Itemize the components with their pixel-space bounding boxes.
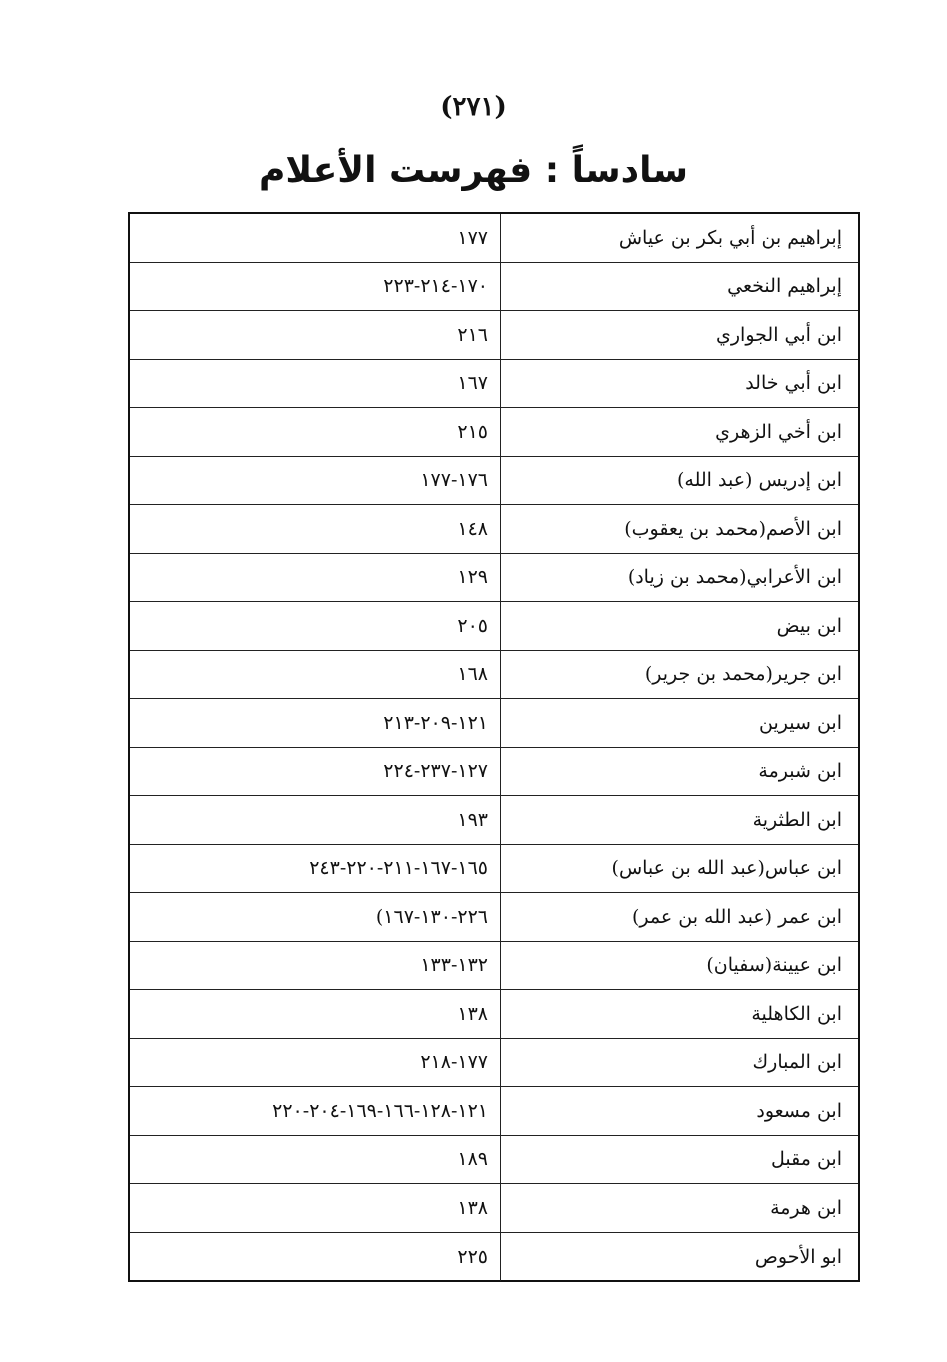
table-row xyxy=(130,1233,858,1282)
table-row xyxy=(130,845,858,894)
person-name: ابن مقبل xyxy=(500,1136,858,1184)
page-number: (٢٧١) xyxy=(440,92,507,122)
person-name: ابن جرير(محمد بن جرير) xyxy=(500,651,858,699)
page-references: ١٢١-٢٠٩-٢١٣ xyxy=(383,711,488,734)
person-name: ابن هرمة xyxy=(500,1184,858,1232)
page-references: ١٩٣ xyxy=(457,808,488,831)
names-index-table xyxy=(128,212,860,1282)
person-name: ابن إدريس (عبد الله) xyxy=(500,457,858,505)
table-row xyxy=(130,408,858,457)
page-references: ١٢٩ xyxy=(457,566,488,589)
page-references: ٢١٥ xyxy=(457,420,488,443)
table-row xyxy=(130,699,858,748)
person-name: ابن أبي خالد xyxy=(500,360,858,408)
person-name: ابن المبارك xyxy=(500,1039,858,1087)
person-name: ابو الأحوص xyxy=(500,1233,858,1282)
page-references: ١٣٨ xyxy=(457,1002,488,1025)
person-name: ابن أبي الجواري xyxy=(500,311,858,359)
page-references: ٢٠٥ xyxy=(457,614,488,637)
table-row xyxy=(130,1039,858,1088)
person-name: إبراهيم النخعي xyxy=(500,263,858,311)
person-name: ابن أخي الزهري xyxy=(500,408,858,456)
page-references: ١٨٩ xyxy=(457,1148,488,1171)
page-references: ١٣٢-١٣٣ xyxy=(420,954,488,977)
page-references: ٢١٦ xyxy=(457,323,488,346)
table-row xyxy=(130,214,858,263)
person-name: ابن عباس(عبد الله بن عباس) xyxy=(500,845,858,893)
table-row xyxy=(130,651,858,700)
table-row xyxy=(130,602,858,651)
person-name: ابن سيرين xyxy=(500,699,858,747)
table-row xyxy=(130,893,858,942)
table-row xyxy=(130,942,858,991)
person-name: ابن الأصم(محمد بن يعقوب) xyxy=(500,505,858,553)
table-row xyxy=(130,748,858,797)
page-references: ١٧٠-٢١٤-٢٢٣ xyxy=(383,275,488,298)
person-name: إبراهيم بن أبي بكر بن عياش xyxy=(500,214,858,262)
person-name: ابن شبرمة xyxy=(500,748,858,796)
person-name: ابن عمر (عبد الله بن عمر) xyxy=(500,893,858,941)
page-references: ١٧٧-٢١٨ xyxy=(420,1051,488,1074)
table-row xyxy=(130,311,858,360)
page-title: سادساً : فهرست الأعلام xyxy=(258,150,688,191)
person-name: ابن الأعرابي(محمد بن زياد) xyxy=(500,554,858,602)
table-row xyxy=(130,505,858,554)
table-row xyxy=(130,1184,858,1233)
page-references: ٢٢٦-١٣٠-١٦٧) xyxy=(375,905,488,928)
page-references: ١٦٧ xyxy=(457,372,488,395)
table-row xyxy=(130,263,858,312)
person-name: ابن الطثرية xyxy=(500,796,858,844)
person-name: ابن مسعود xyxy=(500,1087,858,1135)
page-references: ١٤٨ xyxy=(457,517,488,540)
page-references: ١٦٨ xyxy=(457,663,488,686)
table-row xyxy=(130,1087,858,1136)
page-references: ١٦٥-١٦٧-٢١١-٢٢٠-٢٤٣ xyxy=(309,857,488,880)
page-references: ٢٢٥ xyxy=(457,1245,488,1268)
page-references: ١٢١-١٢٨-١٦٦-١٦٩-٢٠٤-٢٢٠ xyxy=(272,1099,488,1122)
table-row xyxy=(130,457,858,506)
person-name: ابن بيض xyxy=(500,602,858,650)
table-row xyxy=(130,554,858,603)
page-references: ١٧٦-١٧٧ xyxy=(420,469,488,492)
table-row xyxy=(130,990,858,1039)
page-references: ١٧٧ xyxy=(457,226,488,249)
table-row xyxy=(130,1136,858,1185)
person-name: ابن عيينة(سفيان) xyxy=(500,942,858,990)
table-row xyxy=(130,796,858,845)
page-references: ١٣٨ xyxy=(457,1196,488,1219)
page-references: ١٢٧-٢٣٧-٢٢٤ xyxy=(383,760,488,783)
table-row xyxy=(130,360,858,409)
person-name: ابن الكاهلية xyxy=(500,990,858,1038)
